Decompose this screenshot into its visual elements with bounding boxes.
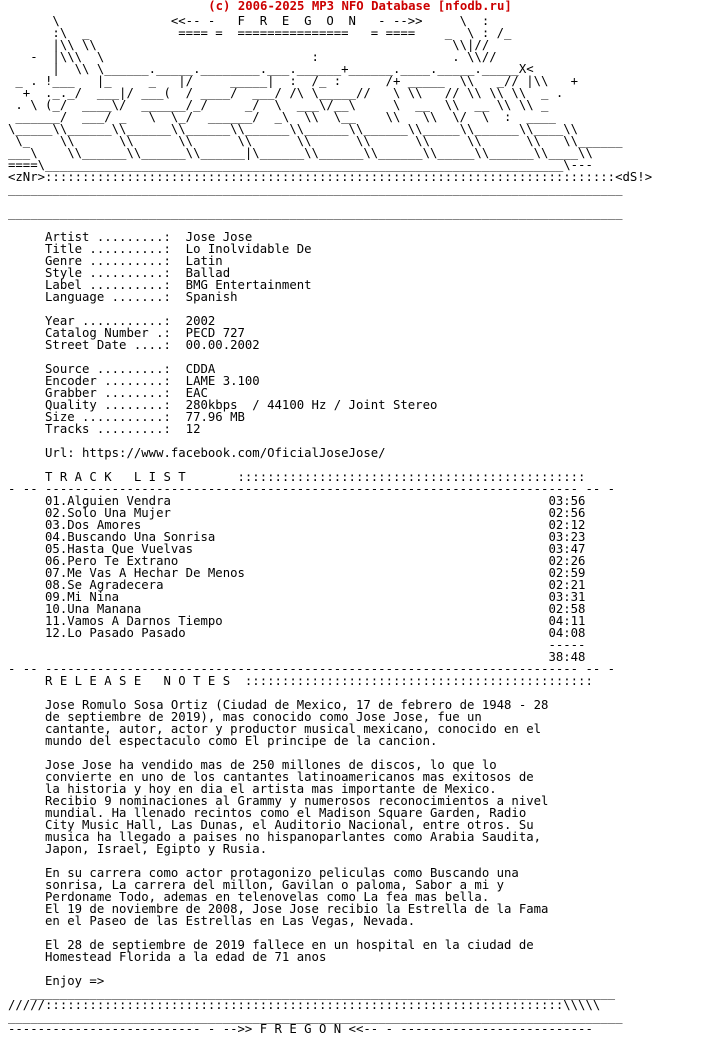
nfo-line: 09.Mi Nina 03:31 [8,590,586,604]
nfo-line: 10.Una Manana 02:58 [8,602,586,616]
nfo-line: Encoder ........: LAME 3.100 [8,374,260,388]
nfo-line: Label ..........: BMG Entertainment [8,278,312,292]
nfo-line: 07.Me Vas A Hechar De Menos 02:59 [8,566,586,580]
nfo-line: ====\______________________________________________________________________\--- [8,158,593,172]
nfo-line: ___________________________________________________________________________________ [8,1010,623,1024]
nfo-line: Title ..........: Lo Inolvidable De [8,242,312,256]
nfo-line: 05.Hasta Que Vuelvas 03:47 [8,542,586,556]
nfo-line: de septiembre de 2019), mas conocido como Jose Jose, fue un [8,710,482,724]
nfo-line: Source .........: CDDA [8,362,216,376]
nfo-line: mundo del espectaculo como El principe de la cancion. [8,734,438,748]
nfo-line: _______________________________________________________________________________ [8,986,616,1000]
nfo-line: la historia y hoy en dia el artista mas importante de Mexico. [8,782,497,796]
nfo-line: convierte en uno de los cantantes latinoamericanos mas exitosos de [8,770,534,784]
nfo-line: 04.Buscando Una Sonrisa 03:23 [8,530,586,544]
nfo-line: Tracks .........: 12 [8,422,201,436]
nfo-line: :\ _ ==== = =============== = ==== _ \ : /_ [8,26,512,40]
nfo-line: 38:48 [8,650,586,664]
nfo-line: Jose Romulo Sosa Ortiz (Ciudad de Mexico, 17 de febrero de 1948 - 28 [8,698,549,712]
nfo-text-body [8,15,652,1035]
nfo-line: 06.Pero Te Extrano 02:26 [8,554,586,568]
nfo-line: _ . !___ |_ _ |/ _____| : /_ : /+ _____ \\ _// |\\ + [8,74,579,88]
nfo-line: Japon, Israel, Egipto y Rusia. [8,842,268,856]
nfo-line: Quality ........: 280kbps / 44100 Hz / Joint Stereo [8,398,438,412]
nfo-line: Jose Jose ha vendido mas de 250 millones de discos, lo que lo [8,758,497,772]
nfo-line: ----- [8,638,586,652]
nfo-line: - -- ------------------------------------------------------------------------ -- - [8,662,616,676]
nfo-line: Street Date ....: 00.00.2002 [8,338,260,352]
nfo-line: + ._._/ ___|/ ___( / ____/ ___/ /\ \_____// \ \\ // \\ \\ \\ _ . [8,86,564,100]
nfo-line: | \\ \______._____.________.___.______+______.____._____._____X< [8,62,534,76]
nfo-line: City Music Hall, Las Dunas, el Auditorio Nacional, entre otros. Su [8,818,534,832]
nfo-line: <zNr>:::::::::::::::::::::::::::::::::::::::::::::::::::::::::::::::::::::::::::::<dS!> [8,170,653,184]
nfo-line: 03.Dos Amores 02:12 [8,518,586,532]
nfo-line: El 28 de septiembre de 2019 fallece en un hospital en la ciudad de [8,938,534,952]
nfo-line: Style ..........: Ballad [8,266,231,280]
nfo-line: Genre ..........: Latin [8,254,223,268]
nfo-line: sonrisa, La carrera del millon, Gavilan o paloma, Sabor a mi y [8,878,505,892]
nfo-line: musica ha llegado a paises no hispanoparlantes como Arabia Saudita, [8,830,542,844]
nfo-line: ___\ \\______\\______\\______|\______\\______\\______\\_____\\______\\____\\ [8,146,593,160]
nfo-line: - |\\\ \ : . \\// [8,50,497,64]
nfo-line: ___________________________________________________________________________________ [8,206,623,220]
nfo-line: \ <<-- - F R E G O N - -->> \ : [8,14,490,28]
nfo-line: mundial. Ha llenado recintos como el Madison Square Garden, Radio [8,806,527,820]
nfo-line: 11.Vamos A Darnos Tiempo 04:11 [8,614,586,628]
nfo-line [8,963,652,975]
nfo-line: - -- ------------------------------------------------------------------------ -- - [8,482,616,496]
nfo-line: . \ (_/ ____\/ ______/_/ _/ \ ___\/__\ \ __ \\ __ \\ \\ _ [8,98,549,112]
nfo-line: Year ...........: 2002 [8,314,216,328]
nfo-line: Size ...........: 77.96 MB [8,410,245,424]
nfo-line: Language .......: Spanish [8,290,238,304]
nfo-line: Enjoy => [8,974,105,988]
nfo-line: El 19 de noviembre de 2008, Jose Jose recibio la Estrella de la Fama [8,902,549,916]
nfo-line: /////::::::::::::::::::::::::::::::::::::::::::::::::::::::::::::::::::::::\\\\\ [8,998,601,1012]
nfo-line: \_____\\______\\______\\______\\______\\______\\______\\_____\\______\\____\\ [8,122,579,136]
nfo-line: En su carrera como actor protagonizo peliculas como Buscando una [8,866,519,880]
nfo-line: 01.Alguien Vendra 03:56 [8,494,586,508]
nfo-line: Url: https://www.facebook.com/OficialJoseJose/ [8,446,386,460]
nfo-line: -------------------------- - -->> F R E G O N <<-- - -------------------------- [8,1022,593,1036]
nfo-line: 02.Solo Una Mujer 02:56 [8,506,586,520]
header-banner[interactable]: (c) 2006-2025 MP3 NFO Database [nfodb.ru] [208,0,512,13]
nfo-line: 08.Se Agradecera 02:21 [8,578,586,592]
nfo-line: Grabber ........: EAC [8,386,208,400]
nfo-line: ______/ ___/ _ \ \_/ ______/ _\ \\ \__ \\ \\ \/ \ : ____ [8,110,556,124]
nfo-line: \_ \\ \\ \\ \\ \\ \\ \\ \\ \\ \\______ [8,134,623,148]
nfo-line: Homestead Florida a la edad de 71 anos [8,950,327,964]
nfo-line: 12.Lo Pasado Pasado 04:08 [8,626,586,640]
nfo-line: Catalog Number .: PECD 727 [8,326,245,340]
nfo-line: Perdoname Todo, ademas en telenovelas como La fea mas bella. [8,890,490,904]
nfo-line: R E L E A S E N O T E S ::::::::::::::::::::::::::::::::::::::::::::::: [8,674,593,688]
nfo-line: Recibio 9 nominaciones al Grammy y numerosos reconocimientos a nivel [8,794,549,808]
nfo-line: T R A C K L I S T ::::::::::::::::::::::::::::::::::::::::::::::: [8,470,586,484]
nfo-line: ___________________________________________________________________________________ [8,182,623,196]
nfo-line: en el Paseo de las Estrellas en Las Vegas, Nevada. [8,914,416,928]
nfo-line: |\\ \\ \\|// [8,38,490,52]
nfo-line: Artist .........: Jose Jose [8,230,253,244]
nfo-line: cantante, autor, actor y productor musical mexicano, conocido en el [8,722,542,736]
